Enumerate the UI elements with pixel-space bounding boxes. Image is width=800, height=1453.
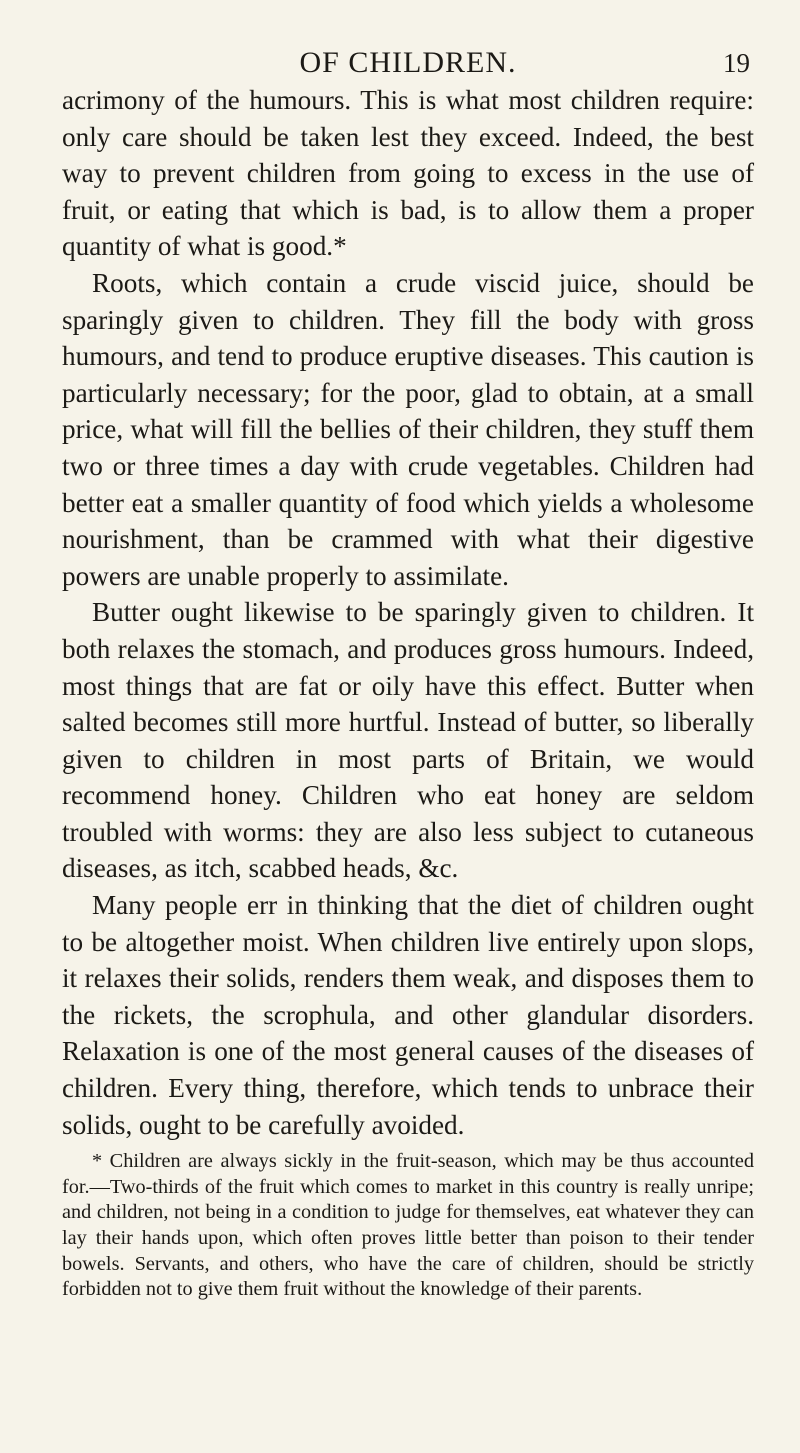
paragraph-fruit: acrimony of the humours. This is what most children require: only care should be taken lest they exceed. Indeed, the best way to prevent children from going to excess in the use of fruit, or eating that which is bad, is to allow them a proper quantity of what is good.* [62,85,754,262]
paragraph-butter: Butter ought likewise to be sparingly given to children. It both relaxes the stomach, and produces gross humours. Indeed, most things that are fat or oily have this effect. Butter when salted becomes still more hurtful. Instead of butter, so liberally given to children in most parts of Britain, we would recommend honey. Children who eat honey are seldom troubled with worms: they are also less subject to cutaneous diseases, as itch, scabbed heads, &c. [62,597,754,884]
footnote [62,1149,754,1303]
paragraph-moist-diet: Many people err in thinking that the diet of children ought to be altogether moist. When children live entirely upon slops, it relaxes their solids, renders them weak, and disposes them to the rickets, the scrophula, and other glandular disorders. Relaxation is one of the most general causes of the diseases of children. Every thing, therefore, which tends to unbrace their solids, ought to be carefully avoided. [62,890,754,1140]
page-number: 19 [723,48,750,78]
paragraph-roots: Roots, which contain a crude viscid juice, should be sparingly given to children. They fill the body with gross humours, and tend to produce eruptive diseases. This caution is particularly necessary; for the poor, glad to obtain, at a small price, what will fill the bellies of their children, they stuff them two or three times a day with crude vegetables. Children had better eat a smaller quantity of food which yields a wholesome nourishment, than be crammed with what their digestive powers are unable properly to assimilate. [62,267,754,591]
running-head [62,0,754,82]
footnote-text: * Children are always sickly in the fruit-season, which may be thus accounted for.—Two-thirds of the fruit which comes to market in this country is really unripe; and children, not being in a condition to judge for themselves, eat whatever they can lay their hands upon, which often proves little better than poison to their tender bowels. Servants, and others, who have the care of children, should be strictly forbidden not to give them fruit without the knowledge of their parents. [62,1150,754,1301]
running-title: OF CHILDREN. [299,46,517,79]
body-text [62,82,754,1143]
